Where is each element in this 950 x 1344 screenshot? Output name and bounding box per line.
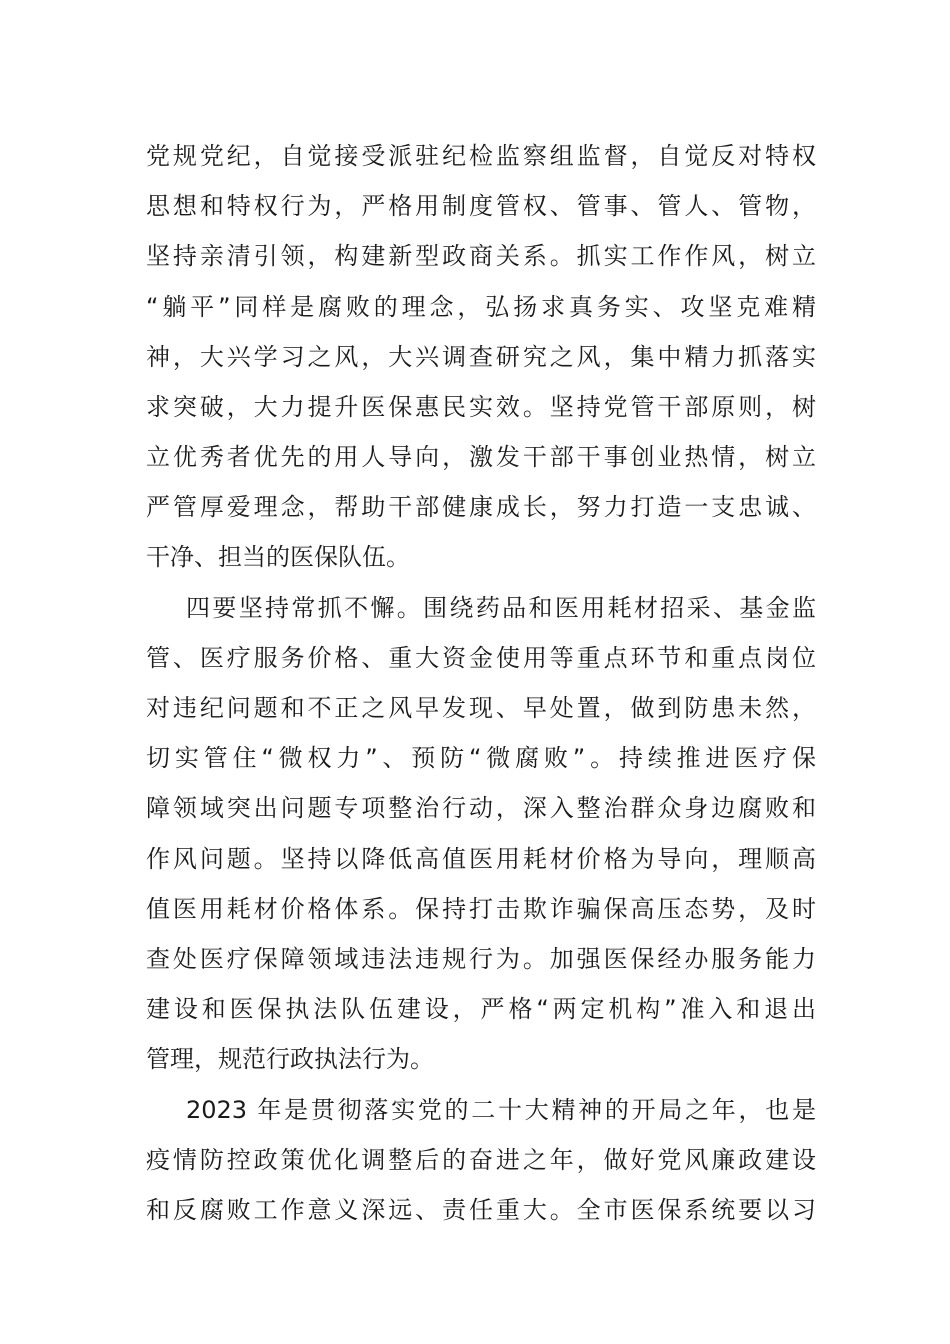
- body-text-line: 管、医疗服务价格、重大资金使用等重点环节和重点岗位: [146, 644, 816, 672]
- body-text-line: 疫情防控政策优化调整后的奋进之年，做好党风廉政建设: [146, 1146, 816, 1174]
- body-text-line: 和反腐败工作意义深远、责任重大。全市医保系统要以习: [146, 1196, 816, 1224]
- body-text-line: 严管厚爱理念，帮助干部健康成长，努力打造一支忠诚、: [146, 493, 816, 521]
- body-text-line: 干净、担当的医保队伍。: [146, 543, 410, 571]
- body-text-line: 障领域突出问题专项整治行动，深入整治群众身边腐败和: [146, 794, 816, 822]
- paragraph-first-line: 四要坚持常抓不懈。围绕药品和医用耗材招采、基金监: [186, 594, 816, 622]
- body-text-line: 切实管住“微权力”、预防“微腐败”。持续推进医疗保: [146, 744, 816, 772]
- body-text-line: 坚持亲清引领，构建新型政商关系。抓实工作作风，树立: [146, 242, 816, 270]
- body-text-line: 神，大兴学习之风，大兴调查研究之风，集中精力抓落实: [146, 343, 816, 371]
- body-text-line: “躺平”同样是腐败的理念，弘扬求真务实、攻坚克难精: [146, 293, 816, 321]
- body-text-line: 党规党纪，自觉接受派驻纪检监察组监督，自觉反对特权: [146, 142, 816, 170]
- paragraph-first-line: 2023 年是贯彻落实党的二十大精神的开局之年，也是: [186, 1096, 816, 1124]
- body-text-line: 值医用耗材价格体系。保持打击欺诈骗保高压态势，及时: [146, 895, 816, 923]
- body-text-line: 思想和特权行为，严格用制度管权、管事、管人、管物，: [146, 192, 816, 220]
- body-text-line: 查处医疗保障领域违法违规行为。加强医保经办服务能力: [146, 945, 816, 973]
- body-text-line: 立优秀者优先的用人导向，激发干部干事创业热情，树立: [146, 443, 816, 471]
- body-text-line: 求突破，大力提升医保惠民实效。坚持党管干部原则，树: [146, 393, 816, 421]
- body-text-line: 管理，规范行政执法行为。: [146, 1045, 434, 1073]
- body-text-line: 对违纪问题和不正之风早发现、早处置，做到防患未然，: [146, 694, 816, 722]
- body-text-line: 作风问题。坚持以降低高值医用耗材价格为导向，理顺高: [146, 845, 816, 873]
- body-text-line: 建设和医保执法队伍建设，严格“两定机构”准入和退出: [146, 995, 816, 1023]
